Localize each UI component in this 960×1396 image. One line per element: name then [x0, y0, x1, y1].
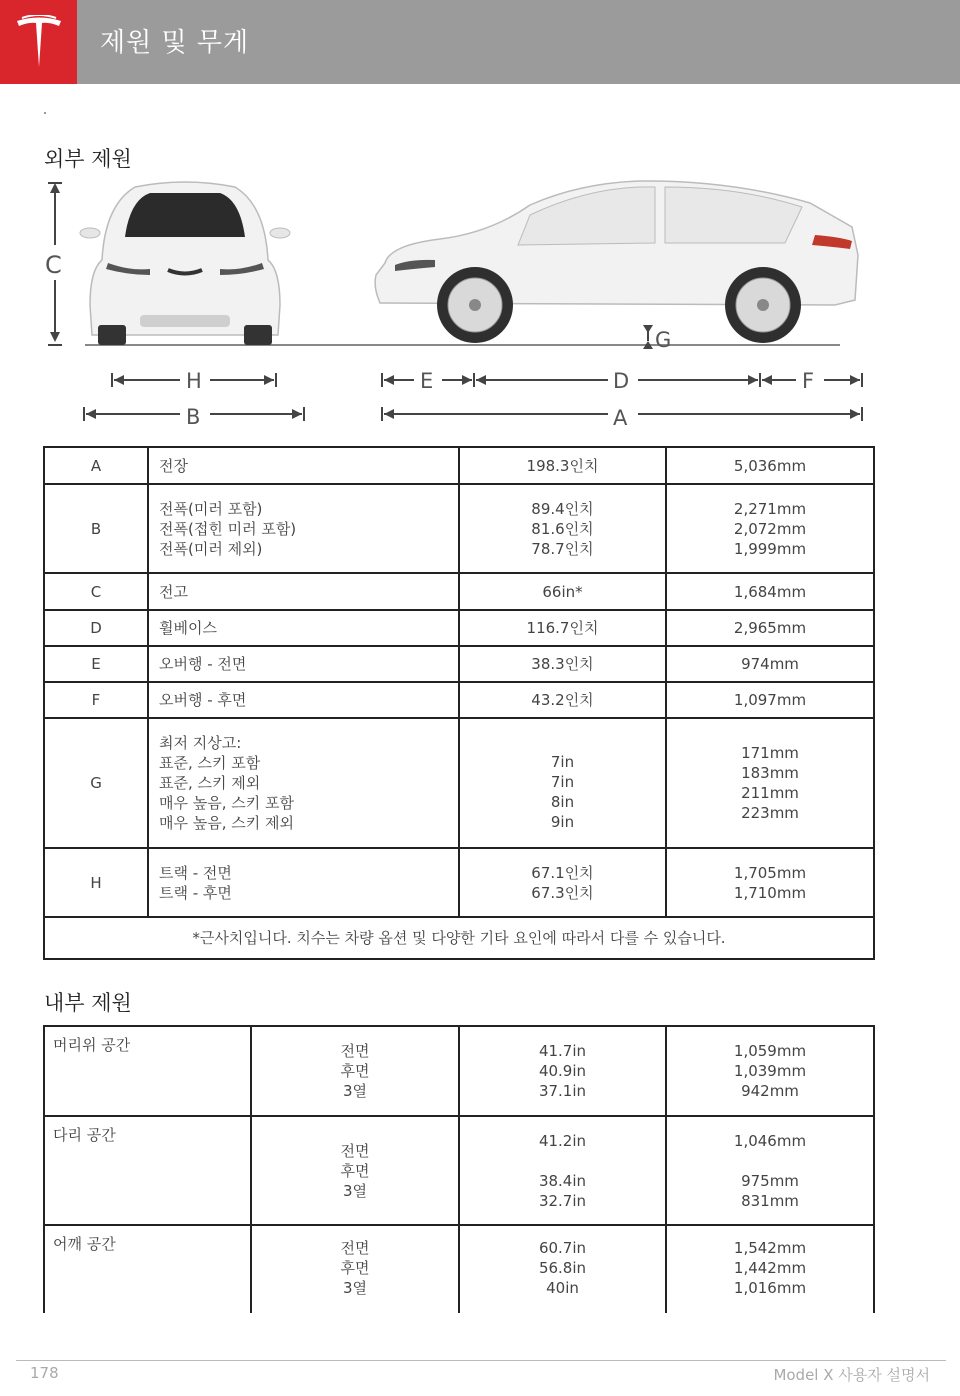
dimension-key: G — [44, 718, 148, 848]
dimension-key: H — [44, 848, 148, 917]
dimension-mm: 1,097mm — [666, 682, 874, 718]
dimension-desc: 전고 — [148, 573, 459, 610]
dimension-mm: 2,271mm 2,072mm 1,999mm — [666, 484, 874, 573]
table-row — [44, 573, 874, 610]
exterior-dimensions-table — [43, 446, 875, 960]
dimension-mm: 2,965mm — [666, 610, 874, 646]
dimension-key: E — [44, 646, 148, 682]
table-row — [44, 610, 874, 646]
table-row — [44, 646, 874, 682]
table-row — [44, 1225, 874, 1313]
interior-inches: 41.7in 40.9in 37.1in — [459, 1026, 666, 1116]
table-row — [44, 682, 874, 718]
dimension-mm: 5,036mm — [666, 447, 874, 484]
dimension-inches: 198.3인치 — [459, 447, 666, 484]
label-h: H — [186, 369, 202, 393]
dimension-b — [84, 405, 304, 429]
car-side-view — [375, 181, 858, 343]
page-title: 제원 및 무게 — [100, 28, 250, 58]
interior-mm: 1,542mm 1,442mm 1,016mm — [666, 1225, 874, 1313]
tesla-logo — [0, 0, 77, 84]
dimension-c — [45, 183, 62, 345]
approximation-note: *근사치입니다. 치수는 차량 옵션 및 다양한 기타 요인에 따라서 다를 수 있습니다. — [44, 917, 874, 959]
exterior-section-title: 외부 제원 — [44, 147, 132, 171]
interior-mm: 1,046mm 975mm 831mm — [666, 1116, 874, 1225]
table-row — [44, 848, 874, 917]
interior-label: 어깨 공간 — [44, 1225, 251, 1313]
dimension-mm: 974mm — [666, 646, 874, 682]
interior-positions: 전면 후면 3열 — [251, 1225, 459, 1313]
label-g: G — [655, 328, 672, 352]
dimension-g — [643, 325, 671, 352]
page-header — [0, 0, 960, 84]
dimension-inches: 66in* — [459, 573, 666, 610]
table-row — [44, 718, 874, 848]
interior-inches: 60.7in 56.8in 40in — [459, 1225, 666, 1313]
car-front-view — [80, 182, 290, 345]
dimension-desc: 전장 — [148, 447, 459, 484]
dimension-a — [382, 406, 862, 430]
dimension-h — [112, 369, 276, 393]
dimension-edf — [382, 369, 862, 393]
interior-label: 다리 공간 — [44, 1116, 251, 1225]
vehicle-dimension-diagram — [40, 175, 870, 435]
interior-inches: 41.2in 38.4in 32.7in — [459, 1116, 666, 1225]
stray-mark — [44, 112, 46, 114]
table-row — [44, 1116, 874, 1225]
interior-label: 머리위 공간 — [44, 1026, 251, 1116]
tesla-logo-icon — [14, 15, 64, 69]
dimension-mm: 1,684mm — [666, 573, 874, 610]
dimension-key: D — [44, 610, 148, 646]
dimension-desc: 최저 지상고: 표준, 스키 포함 표준, 스키 제외 매우 높음, 스키 포함 매우 높음, 스키 제외 — [148, 718, 459, 848]
dimension-inches: 89.4인치 81.6인치 78.7인치 — [459, 484, 666, 573]
interior-positions: 전면 후면 3열 — [251, 1116, 459, 1225]
label-b: B — [186, 405, 201, 429]
dimension-desc: 전폭(미러 포함) 전폭(접힌 미러 포함) 전폭(미러 제외) — [148, 484, 459, 573]
interior-section-title: 내부 제원 — [44, 991, 132, 1015]
dimension-key: A — [44, 447, 148, 484]
table-row — [44, 484, 874, 573]
page-number: 178 — [30, 1364, 59, 1382]
dimension-inches: 43.2인치 — [459, 682, 666, 718]
label-a: A — [613, 406, 628, 430]
manual-name: Model X 사용자 설명서 — [773, 1366, 930, 1384]
interior-mm: 1,059mm 1,039mm 942mm — [666, 1026, 874, 1116]
dimension-inches: 67.1인치 67.3인치 — [459, 848, 666, 917]
dimension-mm: 171mm 183mm 211mm 223mm — [666, 718, 874, 848]
dimension-desc: 오버행 - 후면 — [148, 682, 459, 718]
dimension-key: B — [44, 484, 148, 573]
label-f: F — [802, 369, 815, 393]
label-e: E — [420, 369, 434, 393]
table-row — [44, 1026, 874, 1116]
dimension-inches: 116.7인치 — [459, 610, 666, 646]
interior-dimensions-table — [43, 1025, 875, 1313]
dimension-mm: 1,705mm 1,710mm — [666, 848, 874, 917]
interior-positions: 전면 후면 3열 — [251, 1026, 459, 1116]
table-row — [44, 447, 874, 484]
dimension-desc: 휠베이스 — [148, 610, 459, 646]
table-row — [44, 917, 874, 959]
footer-divider — [16, 1360, 946, 1361]
dimension-desc: 오버행 - 전면 — [148, 646, 459, 682]
label-c: C — [45, 251, 62, 279]
label-d: D — [613, 369, 630, 393]
dimension-key: F — [44, 682, 148, 718]
dimension-inches: 38.3인치 — [459, 646, 666, 682]
dimension-desc: 트랙 - 전면 트랙 - 후면 — [148, 848, 459, 917]
dimension-key: C — [44, 573, 148, 610]
dimension-inches: 7in 7in 8in 9in — [459, 718, 666, 848]
